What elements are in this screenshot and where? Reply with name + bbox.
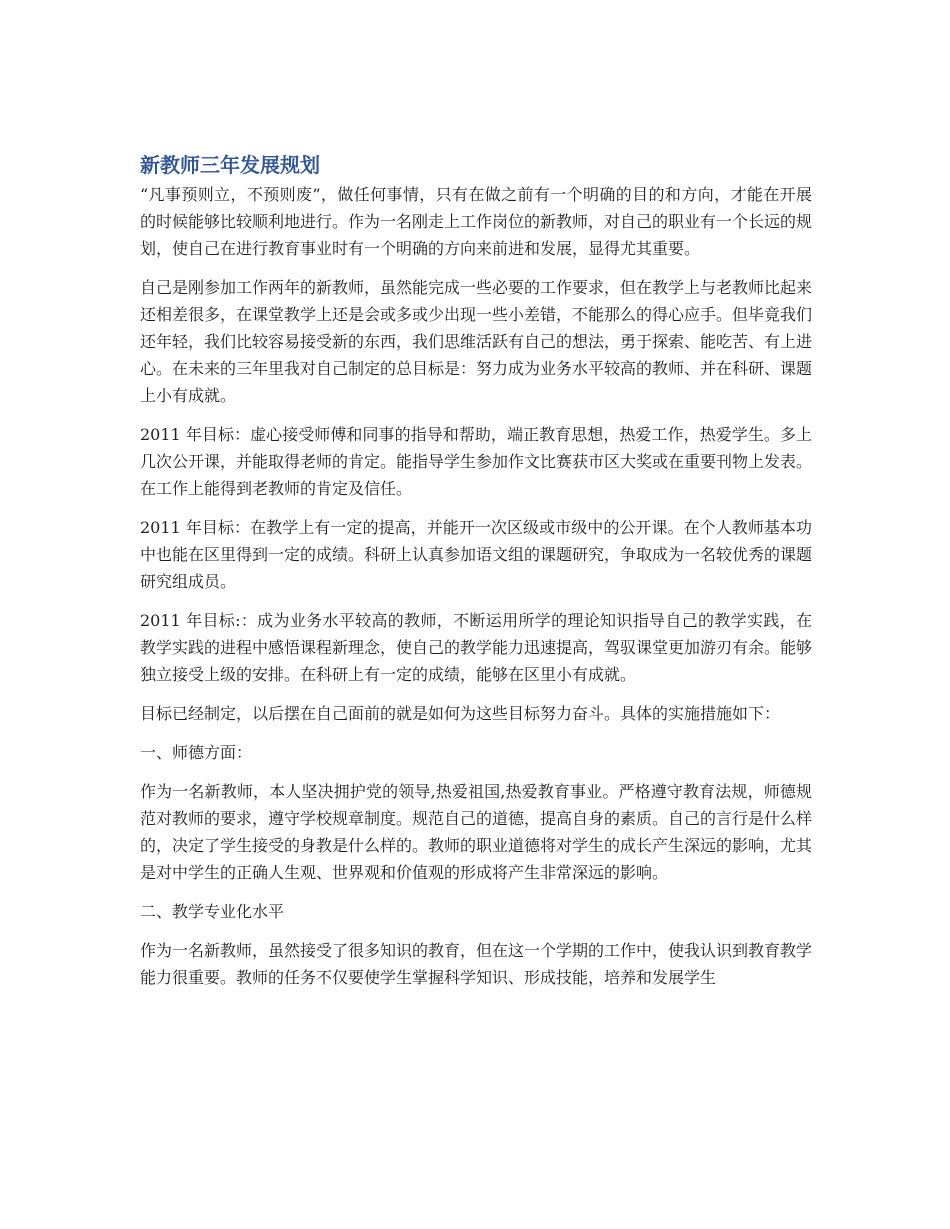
year-goal-paragraph-3: 2011 年目标:：成为业务水平较高的教师，不断运用所学的理论知识指导自己的教学实践，在教学实践的进程中感悟课程新理念，使自己的教学能力迅速提高，驾驭课堂更加游刃有余。能够独立接受上级的安排。在科研上有一定的成绩，能够在区里小有成就。 (140, 611, 813, 684)
ethics-paragraph: 作为一名新教师，本人坚决拥护党的领导,热爱祖国,热爱教育事业。严格遵守教育法规，师德规范对教师的要求，遵守学校规章制度。规范自己的道德，提高自身的素质。自己的言行是什么样的，决定了学生接受的身教是什么样的。教师的职业道德将对学生的成长产生深远的影响，尤其是对中学生的正确人生观、世界观和价值观的形成将产生非常深远的影响。 (140, 782, 813, 882)
year-goal-paragraph-1: 2011 年目标：虚心接受师傅和同事的指导和帮助，端正教育思想，热爱工作，热爱学生。多上几次公开课，并能取得老师的肯定。能指导学生参加作文比赛获市区大奖或在重要刊物上发表。在工作上能得到老教师的肯定及信任。 (140, 425, 813, 498)
intro-paragraph: “凡事预则立，不预则废”，做任何事情，只有在做之前有一个明确的目的和方向，才能在开展的时候能够比较顺利地进行。作为一名刚走上工作岗位的新教师，对自己的职业有一个长远的规划，使自己在进行教育事业时有一个明确的方向来前进和发展，显得尤其重要。 (140, 185, 813, 258)
document-body (140, 150, 812, 1003)
teaching-paragraph: 作为一名新教师，虽然接受了很多知识的教育，但在这一个学期的工作中，使我认识到教育教学能力很重要。教师的任务不仅要使学生掌握科学知识、形成技能，培养和发展学生 (140, 941, 813, 987)
self-assessment-paragraph: 自己是刚参加工作两年的新教师，虽然能完成一些必要的工作要求，但在教学上与老教师比起来还相差很多，在课堂教学上还是会或多或少出现一些小差错，不能那么的得心应手。但毕竟我们还年轻，我们比较容易接受新的东西，我们思维活跃有自己的想法，勇于探索、能吃苦、有上进心。在未来的三年里我对自己制定的总目标是：努力成为业务水平较高的教师、并在科研、课题上小有成就。 (140, 278, 813, 405)
year-goal-paragraph-2: 2011 年目标：在教学上有一定的提高，并能开一次区级或市级中的公开课。在个人教师基本功中也能在区里得到一定的成绩。科研上认真参加语文组的课题研究，争取成为一名较优秀的课题研究组成员。 (140, 518, 813, 591)
document-title: 新教师三年发展规划 (140, 153, 320, 177)
measures-intro-paragraph: 目标已经制定，以后摆在自己面前的就是如何为这些目标努力奋斗。具体的实施措施如下： (140, 704, 781, 723)
section-heading-teaching: 二、教学专业化水平 (140, 902, 285, 921)
section-heading-ethics: 一、师德方面： (140, 743, 253, 762)
